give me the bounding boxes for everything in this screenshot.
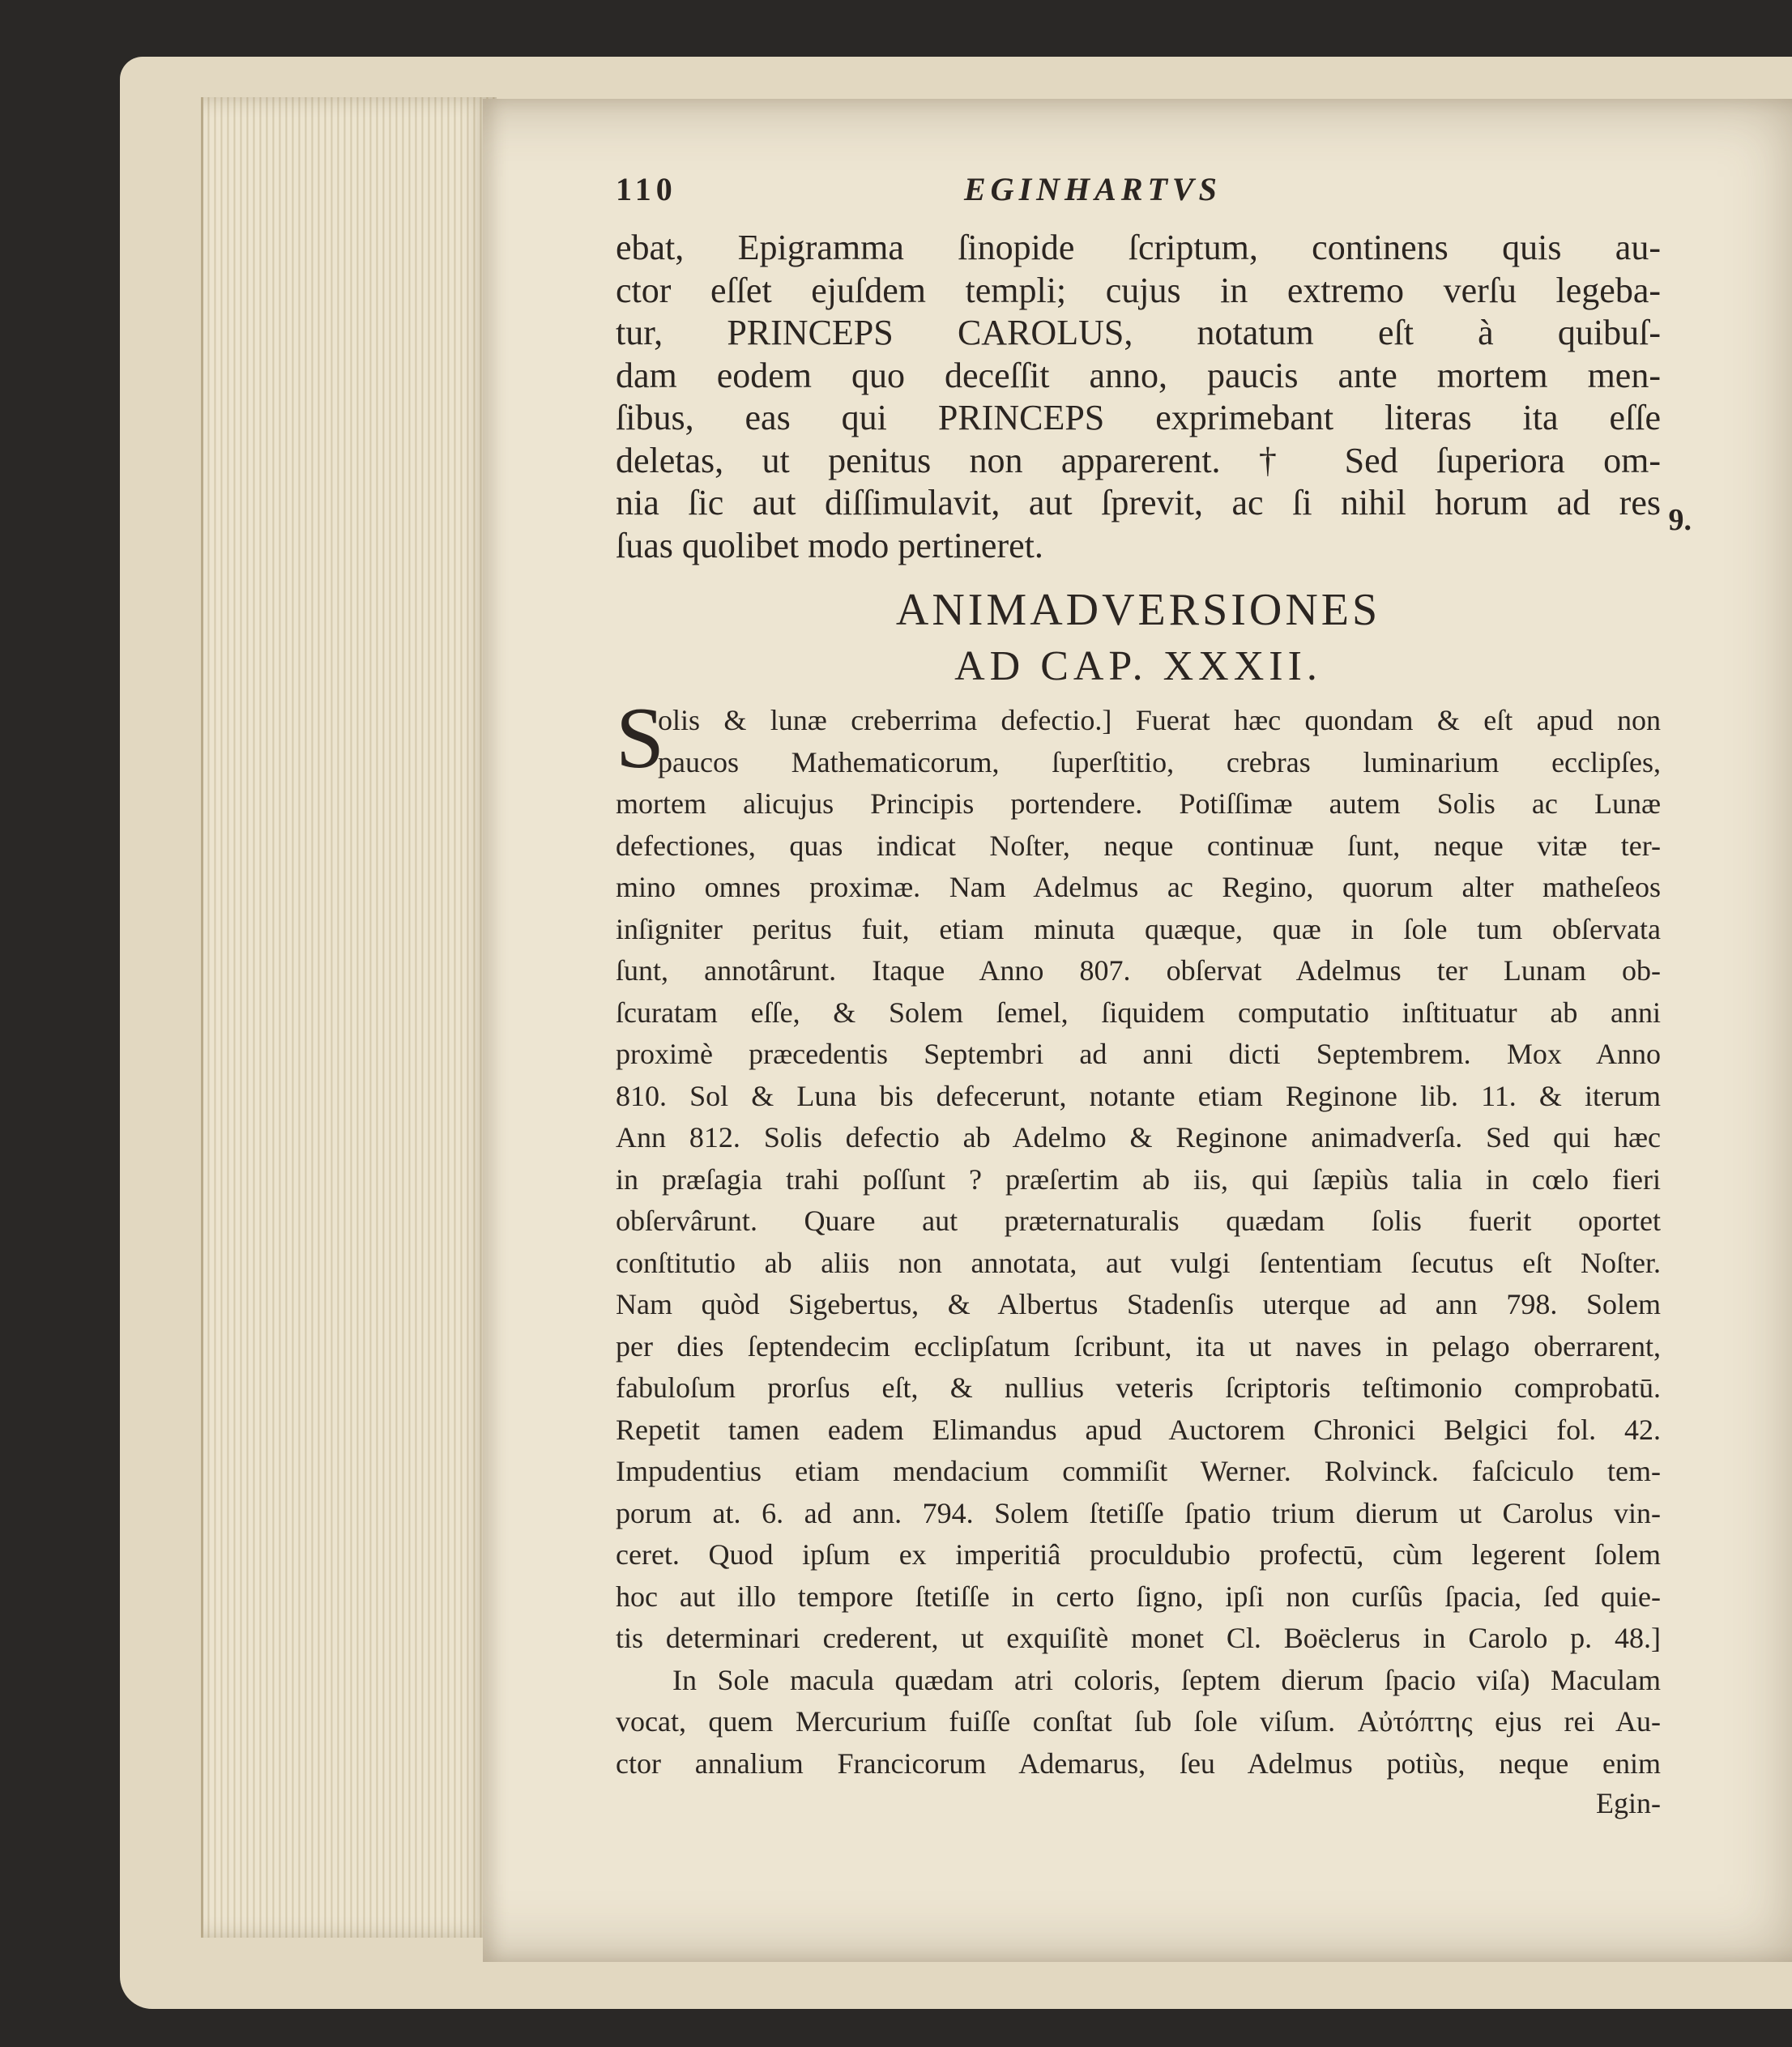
- text-line: per dies ſeptendecim ecclipſatum ſcribunt, ita ut naves in pelago oberrarent,: [616, 1329, 1661, 1363]
- commentary-opening: [616, 690, 1661, 787]
- text-line: 810. Sol & Luna bis defecerunt, notante etiam Reginone lib. 11. & iterum: [616, 1079, 1661, 1112]
- commentary: [616, 690, 1661, 1822]
- text-line: ctor annalium Francicorum Ademarus, ſeu Adelmus potiùs, neque enim: [616, 1746, 1661, 1780]
- text-line: deletas, ut penitus non apparerent. † Sed ſuperiora om-: [616, 440, 1661, 480]
- text-line: conſtitutio ab aliis non annotata, aut vulgi ſententiam ſecutus eſt Noſter.: [616, 1246, 1661, 1279]
- section-subheading: AD CAP. XXXII.: [954, 643, 1322, 689]
- text-line: ſibus, eas qui PRINCEPS exprimebant literas ita eſſe: [616, 398, 1661, 437]
- page-number: 110: [616, 171, 677, 207]
- text-line: ebat, Epigramma ſinopide ſcriptum, continens quis au-: [616, 228, 1661, 267]
- text-line: Impudentius etiam mendacium commiſit Werner. Rolvinck. faſciculo tem-: [616, 1455, 1661, 1487]
- text-line: in præſagia trahi poſſunt ? præſertim ab iis, qui ſæpiùs talia in cœlo fieri: [616, 1162, 1661, 1196]
- text-line: ſunt, annotârunt. Itaque Anno 807. obſervat Adelmus ter Lunam ob-: [616, 954, 1661, 987]
- text-line: olis & lunæ creberrima defectio.] Fuerat hæc quondam & eſt apud non: [658, 704, 1661, 736]
- section-heading: ANIMADVERSIONES: [895, 585, 1381, 635]
- text-line: proximè præcedentis Septembri ad anni dicti Septembrem. Mox Anno: [616, 1038, 1661, 1070]
- text-line: ſuas quolibet modo pertineret.: [616, 525, 1043, 565]
- margin-note: 9.: [1668, 503, 1692, 537]
- text-line: In Sole macula quædam atri coloris, ſeptem dierum ſpacio viſa) Maculam: [672, 1663, 1661, 1696]
- text-line: ceret. Quod ipſum ex imperitiâ proculdubio profectū, cùm legerent ſolem: [616, 1538, 1661, 1571]
- text-line: nia ſic aut diſſimulavit, aut ſprevit, ac ſi nihil horum ad res: [616, 483, 1661, 522]
- page-edges: [201, 97, 497, 1938]
- text-line: tur, PRINCEPS CAROLUS, notatum eſt à quibuſ-: [616, 313, 1661, 352]
- text-line: tis determinari crederent, ut exquiſitè monet Cl. Boëclerus in Carolo p. 48.]: [616, 1622, 1661, 1654]
- text-line: Repetit tamen eadem Elimandus apud Auctorem Chronici Belgici fol. 42.: [616, 1413, 1661, 1446]
- text-block: [616, 170, 1692, 1822]
- text-line: mortem alicujus Principis portendere. Potiſſimæ autem Solis ac Lunæ: [616, 787, 1661, 820]
- text-line: paucos Mathematicorum, ſuperſtitio, crebras luminarium ecclipſes,: [658, 745, 1661, 778]
- catchword: Egin-: [1596, 1787, 1661, 1819]
- text-line: ſcuratam eſſe, & Solem ſemel, ſiquidem computatio inſtituatur ab anni: [616, 996, 1661, 1029]
- text-line: obſervârunt. Quare aut præternaturalis quædam ſolis fuerit oportet: [616, 1205, 1661, 1237]
- page-header: [616, 170, 1661, 227]
- text-line: defectiones, quas indicat Noſter, neque continuæ ſunt, neque vitæ ter-: [616, 829, 1661, 862]
- text-line: inſigniter peritus fuit, etiam minuta quæque, quæ in ſole tum obſervata: [616, 912, 1661, 945]
- drop-cap: S: [616, 690, 665, 787]
- text-line: porum at. 6. ad ann. 794. Solem ſtetiſſe ſpatio trium dierum ut Carolus vin-: [616, 1496, 1661, 1529]
- main-text: [616, 227, 1692, 567]
- text-line: ctor eſſet ejuſdem templi; cujus in extremo verſu legeba-: [616, 270, 1661, 310]
- text-line: dam eodem quo deceſſit anno, paucis ante mortem men-: [616, 355, 1661, 395]
- text-line: Ann 812. Solis defectio ab Adelmo & Reginone animadverſa. Sed qui hæc: [616, 1121, 1661, 1154]
- text-line: hoc aut illo tempore ſtetiſſe in certo ſigno, ipſi non curſûs ſpacia, ſed quie-: [616, 1580, 1661, 1613]
- running-title: EGINHARTVS: [964, 171, 1222, 207]
- text-line: Nam quòd Sigebertus, & Albertus Stadenſis uterque ad ann 798. Solem: [616, 1288, 1661, 1320]
- text-line: mino omnes proximæ. Nam Adelmus ac Regino, quorum alter matheſeos: [616, 871, 1661, 903]
- text-line: fabuloſum prorſus eſt, & nullius veteris ſcriptoris teſtimonio comprobatū.: [616, 1371, 1661, 1404]
- text-line: vocat, quem Mercurium fuiſſe conſtat ſub ſole viſum. Αὐτόπτης ejus rei Au-: [616, 1705, 1661, 1738]
